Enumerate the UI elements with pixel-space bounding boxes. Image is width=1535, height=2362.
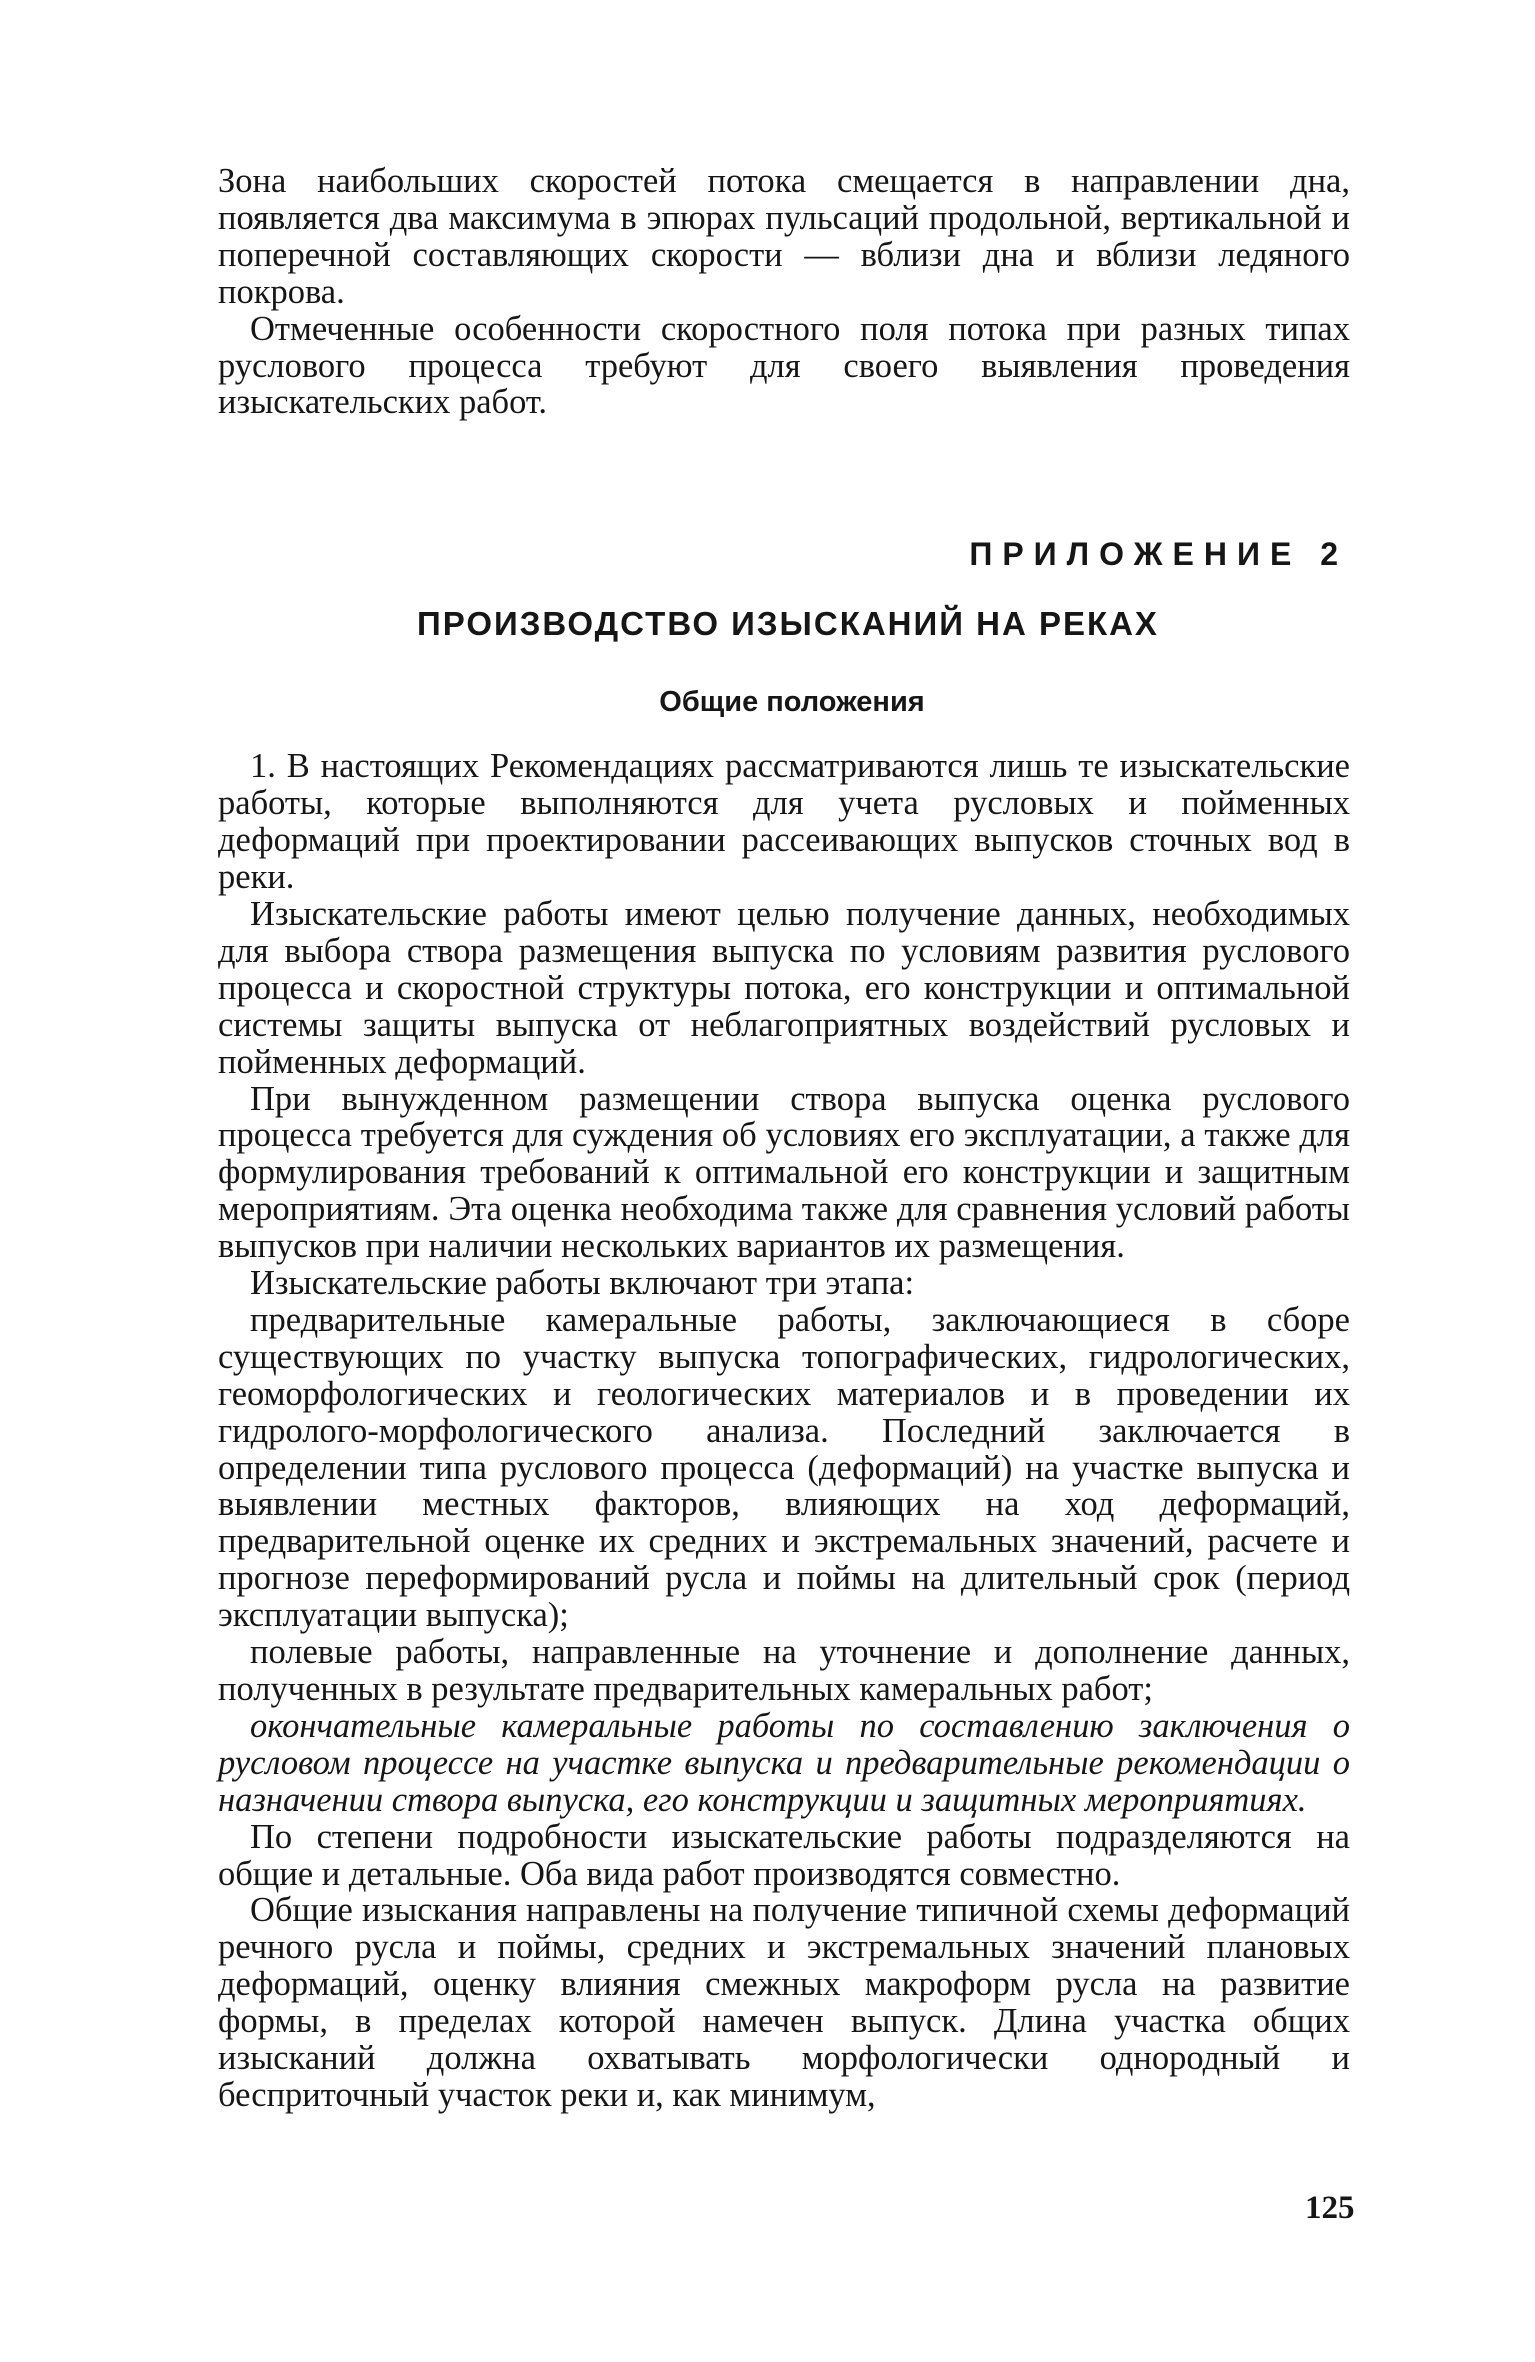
list-item-final-work: окончательные камеральные работы по составлению заключения о русловом процессе на участке выпуска и предварительные рекомендации о назначении створа выпуска, его конструкции и защитных мероприятиях. xyxy=(218,1706,1350,1819)
paragraph-1: 1. В настоящих Рекомендациях рассматриваются лишь те изыскательские работы, которые выполняются для учета русловых и пойменных деформаций при проектировании рассеивающих выпусков сточных вод в реки. xyxy=(218,747,1350,897)
paragraph-2: Изыскательские работы имеют целью получение данных, необходимых для выбора створа размещения выпуска по условиям развития руслового процесса и скоростной структуры потока, его конструкции и оптимальной системы защиты выпуска от неблагоприятных воздействий русловых и пойменных деформаций. xyxy=(218,894,1350,1081)
paragraph-9: Общие изыскания направлены на получение типичной схемы деформаций речного русла и поймы, средних и экстремальных значений плановых деформаций, оценку влияния смежных макроформ русла на развитие формы, в пределах которой намечен выпуск. Длина участка общих изысканий должна охватывать морфологически однородный и бесприточный участок реки и, как минимум, xyxy=(218,1891,1350,2114)
list-item-field-work: полевые работы, направленные на уточнение и дополнение данных, полученных в результате предварительных камеральных работ; xyxy=(218,1633,1350,1708)
appendix-label: ПРИЛОЖЕНИЕ 2 xyxy=(969,536,1348,573)
page-number: 125 xyxy=(1305,2190,1355,2226)
paragraph-4: Изыскательские работы включают три этапа: xyxy=(250,1264,915,1303)
list-item-preliminary-work: предварительные камеральные работы, заключающиеся в сборе существующих по участку выпуска топографических, гидрологических, геоморфологических и геологических материалов и в проведении их гидролого-морфологического анализа. Последний заключается в определении типа руслового процесса (деформаций) на участке выпуска и выявлении местных факторов, влияющих на ход деформаций, предварительной оценке их средних и экстремальных значений, расчете и прогнозе переформирований русла и поймы на длительный срок (период эксплуатации выпуска); xyxy=(218,1300,1350,1635)
intro-paragraph-1: Зона наибольших скоростей потока смещается в направлении дна, появляется два максимума в эпюрах пульсаций продольной, вертикальной и поперечной составляющих скорости — вблизи дна и вблизи ледяного покрова. xyxy=(218,162,1350,311)
page-text xyxy=(218,163,1350,2114)
section-title: Общие положения xyxy=(659,686,925,719)
paragraph-3: При вынужденном размещении створа выпуска оценка руслового процесса требуется для суждения об условиях его эксплуатации, а также для формулирования требований к оптимальной его конструкции и защитным мероприятиям. Эта оценка необходима также для сравнения условий работы выпусков при наличии нескольких вариантов их размещения. xyxy=(218,1079,1350,1266)
intro-paragraph-2: Отмеченные особенности скоростного поля потока при разных типах руслового процесса требуют для своего выявления проведения изыскательских работ. xyxy=(218,309,1350,422)
paragraph-8: По степени подробности изыскательские работы подразделяются на общие и детальные. Оба вида работ производятся совместно. xyxy=(218,1817,1350,1893)
main-title: ПРОИЗВОДСТВО ИЗЫСКАНИЙ НА РЕКАХ xyxy=(417,605,1159,643)
